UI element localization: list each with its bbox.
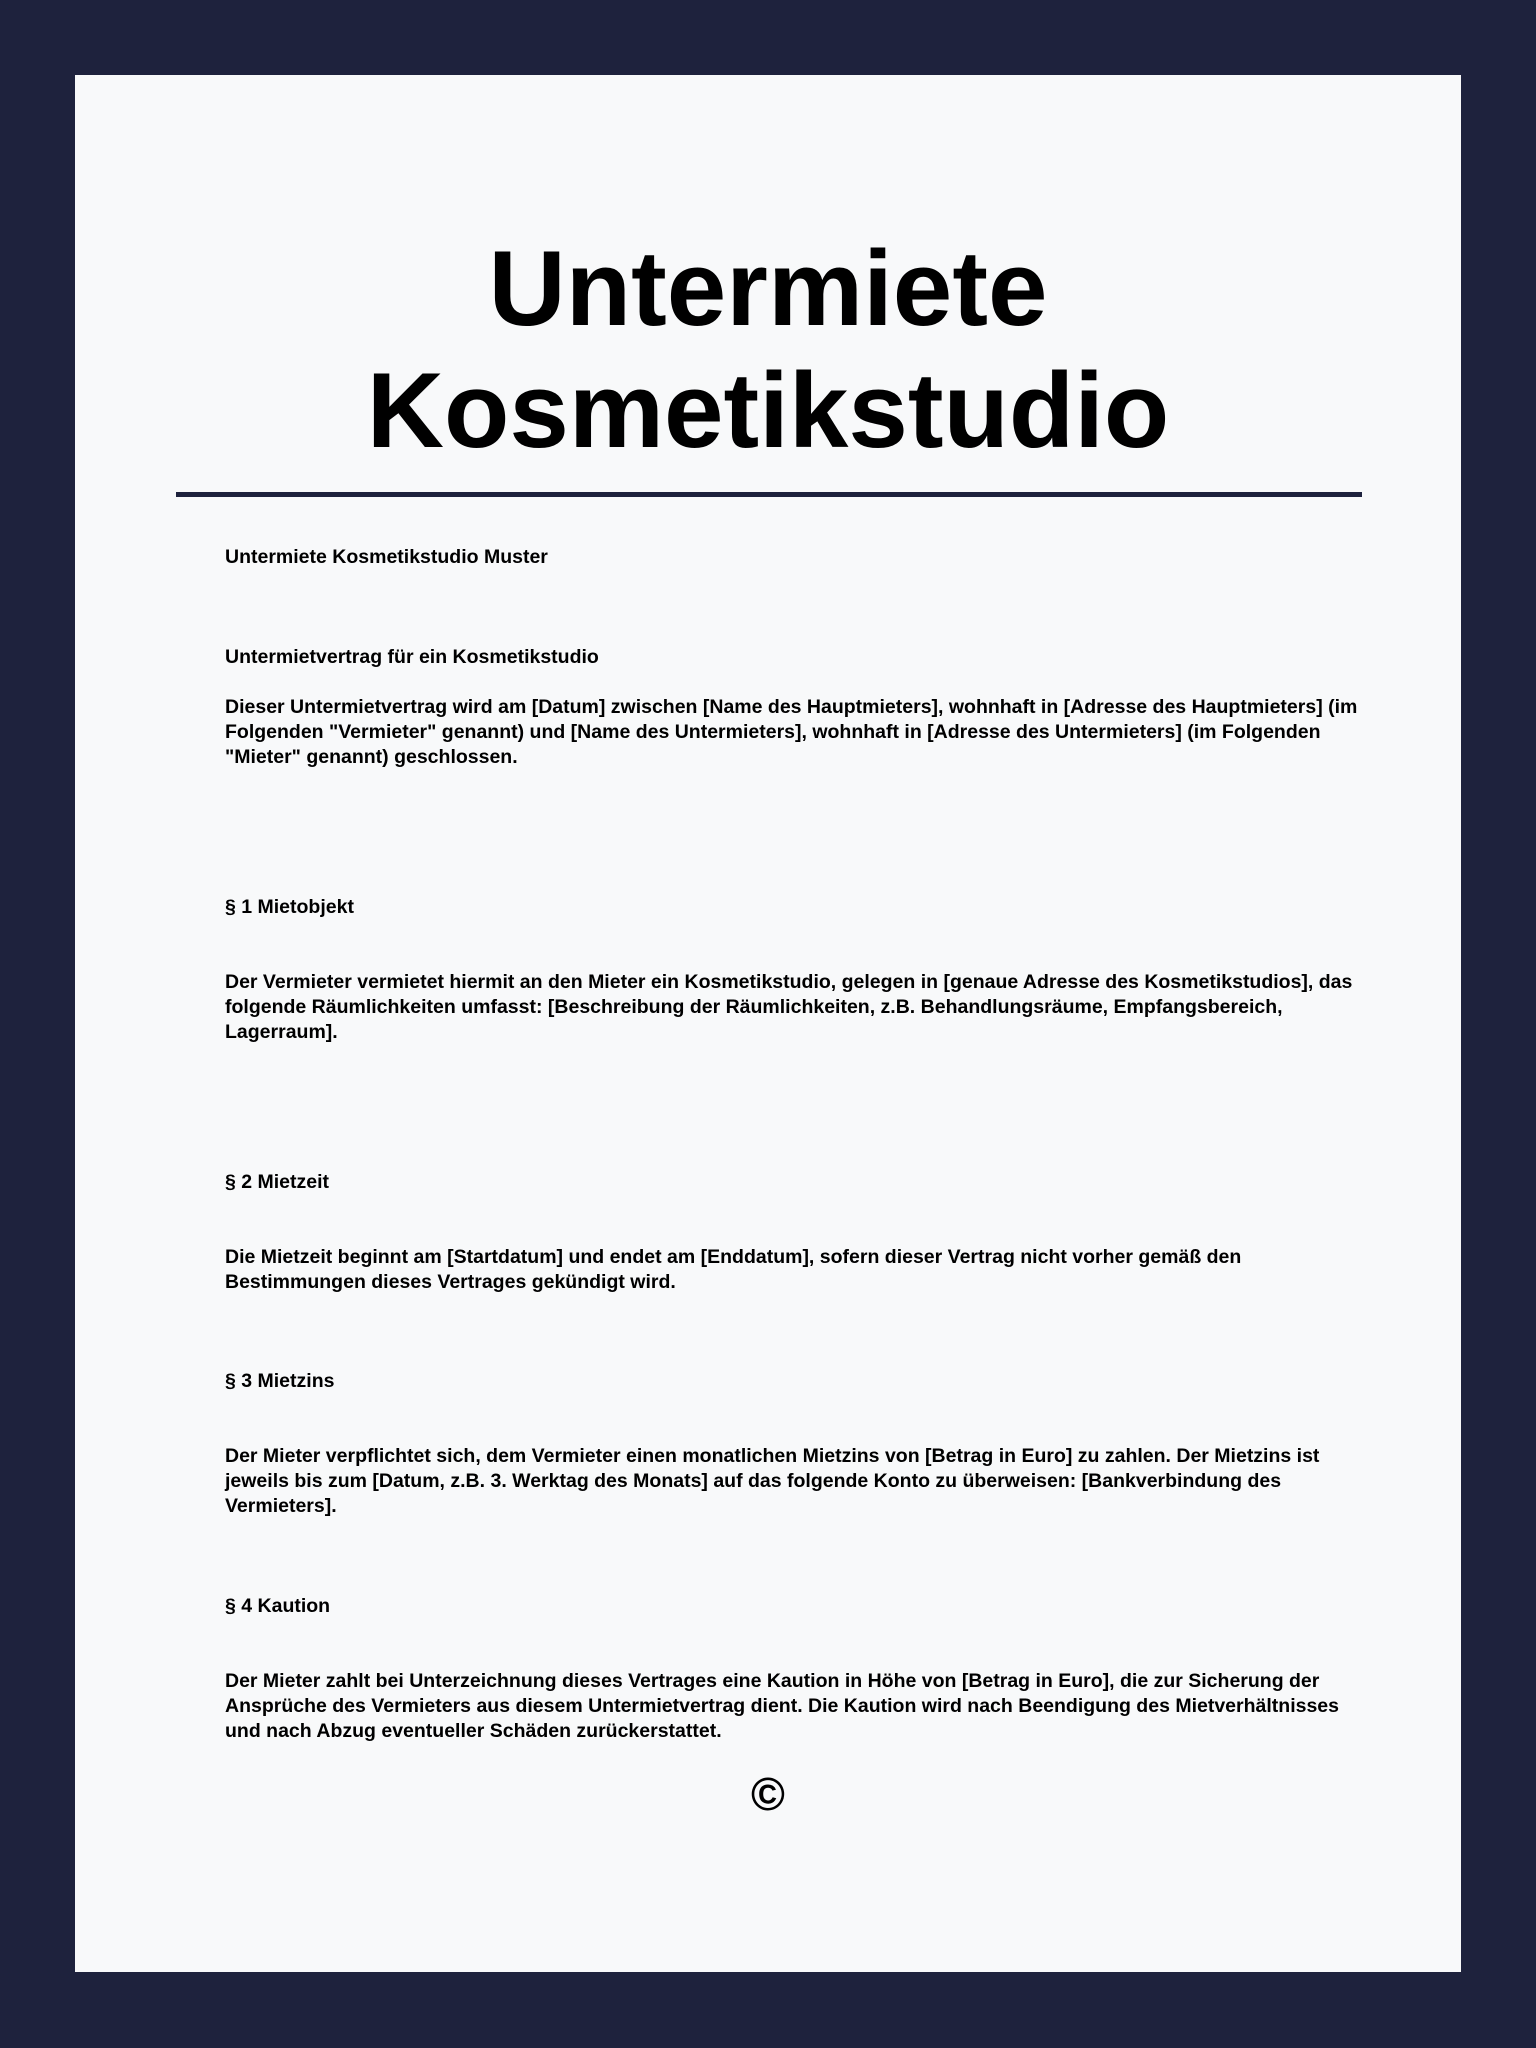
section-text: Der Mieter zahlt bei Unterzeichnung dieses Vertrages eine Kaution in Höhe von [Betrag in Euro], die zur Sicherung der Ansprüche des Vermieters aus diesem Untermietvertrag dient. Die Kaution wird nach Beendigung des Mietverhältnisses und nach Abzug eventueller Schäden zurückerstattet. <box>225 1670 1339 1742</box>
copyright-icon: © <box>751 1768 785 1820</box>
document-subtitle: Untermiete Kosmetikstudio Muster <box>225 546 548 568</box>
intro-paragraph: Dieser Untermietvertrag wird am [Datum] zwischen [Name des Hauptmieters], wohnhaft in [Adresse des Hauptmieters] (im Folgenden "Vermieter" genannt) und [Name des Untermieters], wohnhaft in [Adresse des Untermieters] (im Folgenden "Mieter" genannt) geschlossen. <box>225 696 1358 768</box>
section-text: Der Mieter verpflichtet sich, dem Vermieter einen monatlichen Mietzins von [Betrag in Euro] zu zahlen. Der Mietzins ist jeweils bis zum [Datum, z.B. 3. Werktag des Monats] auf das folgende Konto zu überweisen: [Bankverbindung des Vermieters]. <box>225 1445 1320 1517</box>
section-heading: § 1 Mietobjekt <box>225 896 354 918</box>
title-line-1: Untermiete <box>488 228 1048 348</box>
title-divider <box>176 492 1362 497</box>
section-heading: § 3 Mietzins <box>225 1370 335 1392</box>
contract-heading: Untermietvertrag für ein Kosmetikstudio <box>225 646 599 668</box>
section-text: Der Vermieter vermietet hiermit an den Mieter ein Kosmetikstudio, gelegen in [genaue Adresse des Kosmetikstudios], das folgende Räumlichkeiten umfasst: [Beschreibung der Räumlichkeiten, z.B. Behandlungsräume, Empfangsbereich, Lagerraum]. <box>225 971 1353 1043</box>
section-heading: § 2 Mietzeit <box>225 1171 330 1193</box>
document-page <box>75 75 1461 1972</box>
section-text: Die Mietzeit beginnt am [Startdatum] und endet am [Enddatum], sofern dieser Vertrag nicht vorher gemäß den Bestimmungen dieses Vertrages gekündigt wird. <box>225 1246 1242 1293</box>
document-title <box>75 227 1461 471</box>
section-heading: § 4 Kaution <box>225 1595 331 1617</box>
title-line-2: Kosmetikstudio <box>366 350 1170 470</box>
